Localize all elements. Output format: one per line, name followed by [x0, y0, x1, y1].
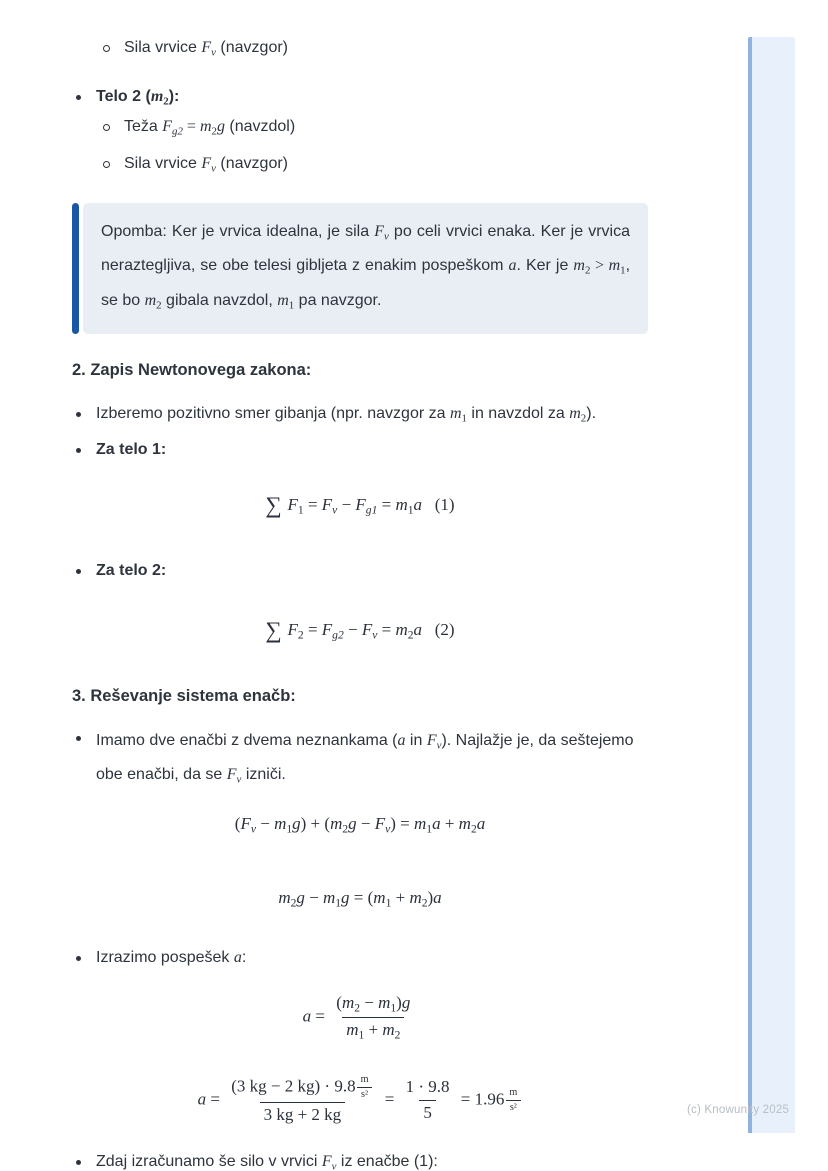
document-content	[72, 36, 648, 1171]
equation-1: ∑ $F_1 = F_v - F_{g1} = m_1a$ (1)	[265, 492, 455, 518]
disc-bullet-icon	[76, 956, 81, 961]
disc-bullet-icon	[76, 95, 81, 100]
list-item-text: Za telo 2:	[96, 562, 167, 580]
equation-sum: $(F_v - m_1g) + (m_2g - F_v) = m_1a + m_2a$	[234, 814, 486, 836]
list-item-text: Imamo dve enačbi z dvema neznankama (a in $F_v$). Najlažje je, da seštejemo obe enačbi, da se $F_v$ izniči.	[96, 731, 634, 786]
circle-bullet-icon	[103, 124, 110, 131]
list-item-imamo	[72, 726, 648, 795]
equation-acceleration-numeric: a = (3 kg − 2 kg) · 9.8 $\frac{m}{\text{s²}}$ 3 kg + 2 kg = $\frac{1 \cdot 9.8}{5}$ = 1.96 $\frac{m}{\text{s²}}$	[72, 1074, 648, 1126]
list-item-text: Izrazimo pospešek a:	[96, 949, 247, 967]
list-item-text: Zdaj izračunamo še silo v vrvici $F_v$ iz enačbe (1):	[96, 1152, 438, 1171]
right-page-stripe	[748, 37, 795, 1133]
list-item-zdaj	[72, 1150, 648, 1171]
watermark-text: (c) Knowunity 2025	[687, 1104, 790, 1116]
disc-bullet-icon	[76, 736, 81, 741]
disc-bullet-icon	[76, 1160, 81, 1165]
list-item-sila-vrvice-2	[103, 152, 648, 180]
list-item-text: Teža $F_{g2} = m_2g$ (navzdol)	[124, 117, 296, 137]
equation-simplified: $m_2g - m_1g = (m_1 + m_2)a$	[278, 887, 442, 910]
list-item-text: Sila vrvice $F_v$ (navzgor)	[124, 39, 288, 59]
disc-bullet-icon	[76, 448, 81, 453]
list-item-teza	[103, 115, 648, 143]
disc-bullet-icon	[76, 412, 81, 417]
circle-bullet-icon	[103, 161, 110, 168]
list-item-text: Telo 2 $(m_2)$:	[96, 88, 180, 108]
list-item-izberemo	[72, 402, 648, 430]
list-item-text: Sila vrvice $F_v$ (navzgor)	[124, 154, 288, 174]
section-heading-2: 2. Zapis Newtonovega zakona:	[72, 360, 312, 379]
note-accent-bar	[72, 203, 79, 334]
equation-2: ∑ $F_2 = F_{g2} - F_v = m_2a$ (2)	[265, 617, 455, 643]
list-item-za-telo-1	[72, 438, 648, 462]
list-item-text: Izberemo pozitivno smer gibanja (npr. navzgor za $m_1$ in navzdol za $m_2$).	[96, 404, 597, 424]
list-item-za-telo-2	[72, 559, 648, 583]
list-item-text: Za telo 1:	[96, 441, 167, 458]
note-text: Opomba: Ker je vrvica idealna, je sila $F_v$ po celi vrvici enaka. Ker je vrvica neraztegljiva, se obe telesi gibljeta z enakim pospeškom a. Ker je $m_2 > m_1$, se bo $m_2$ gibala navzdol, $m_1$ pa navzgor.	[83, 203, 648, 334]
list-item-izrazimo	[72, 946, 648, 970]
disc-bullet-icon	[76, 569, 81, 574]
note-callout	[72, 203, 648, 334]
section-heading-3: 3. Reševanje sistema enačb:	[72, 686, 296, 705]
list-item-sila-vrvice-1	[103, 36, 648, 64]
list-item-telo-2	[72, 85, 648, 113]
circle-bullet-icon	[103, 45, 110, 52]
equation-acceleration-formula: a = $\frac{(m_2 - m_1)g}{m_1 + m_2}$	[302, 993, 411, 1042]
